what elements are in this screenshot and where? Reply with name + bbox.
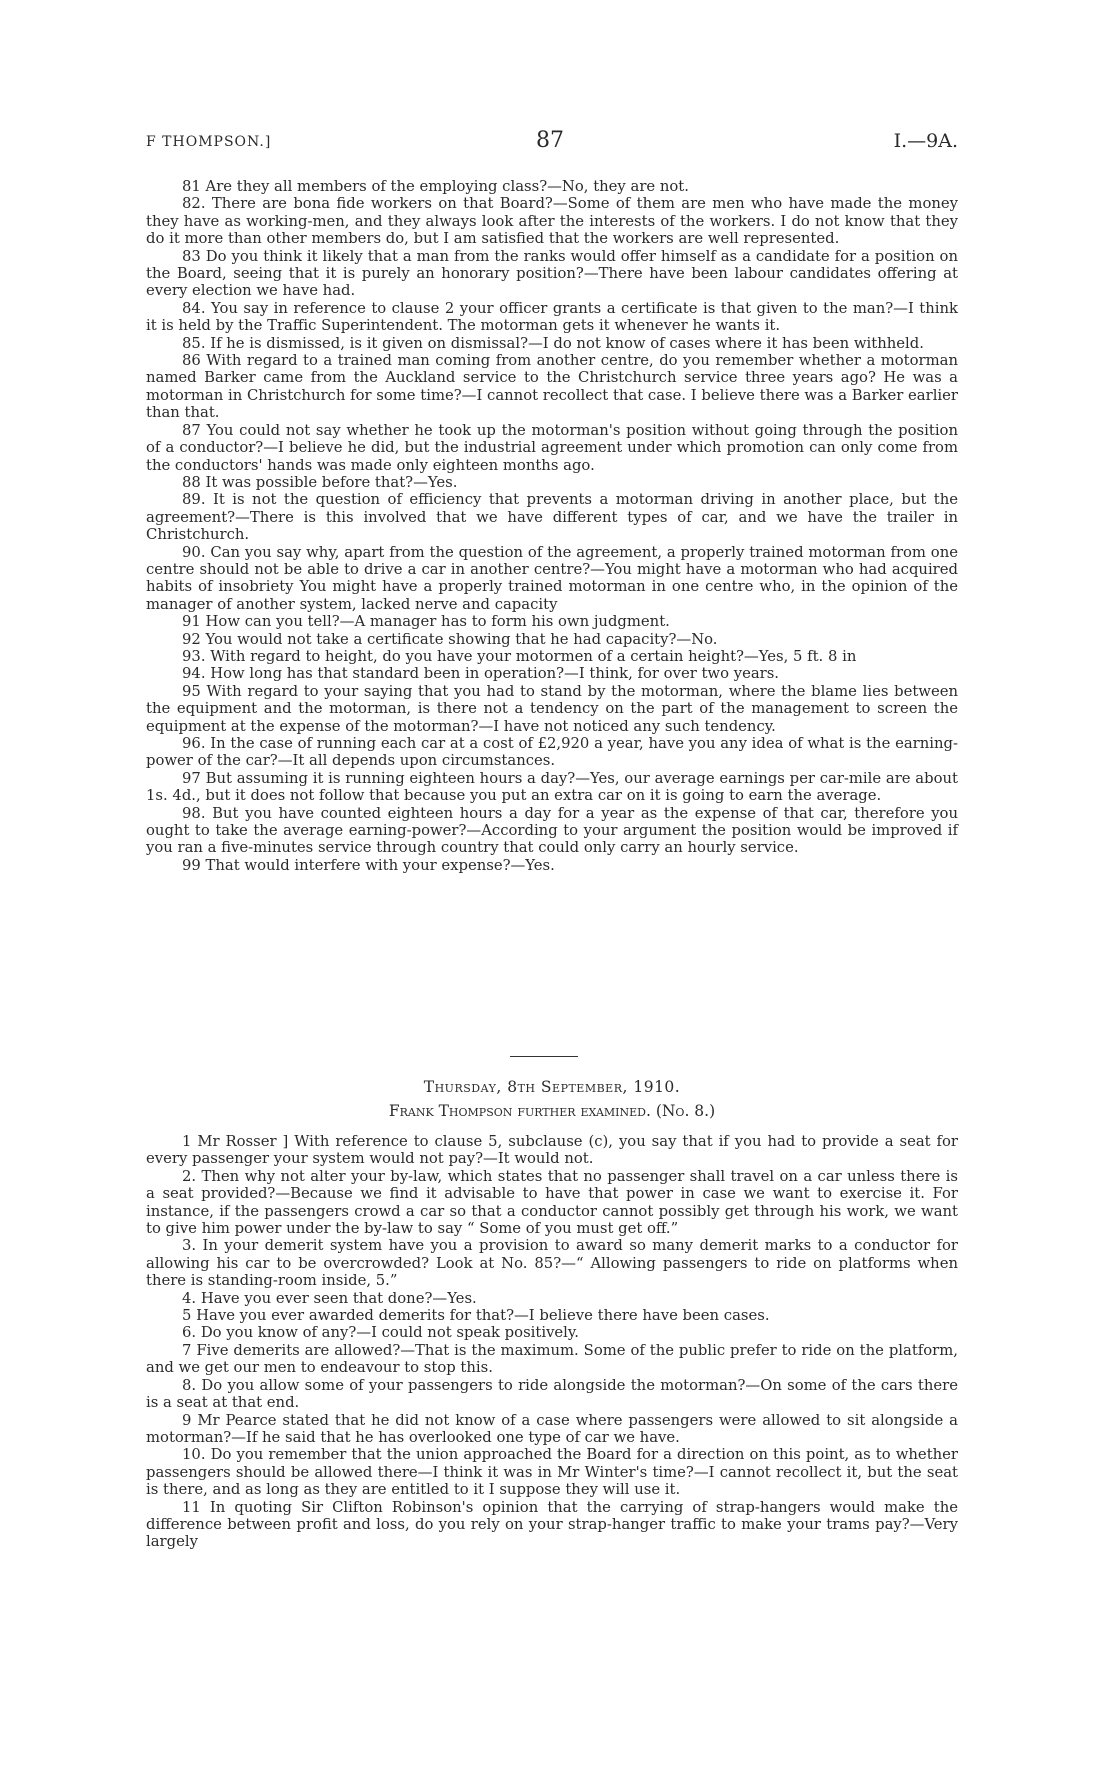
question-5: 5 Have you ever awarded demerits for that?—I believe there have been cases. <box>182 1307 770 1325</box>
evidence-section-2 <box>146 1133 958 1551</box>
question-6: 6. Do you know of any?—I could not speak positively. <box>182 1324 580 1342</box>
question-98: 98. But you have counted eighteen hours a day for a year as the expense of that car, therefore you ought to take the average earning-power?—According to your argument the position would be improved if you ran a five-minutes service through country that could only carry an hourly service. <box>146 804 958 857</box>
question-88: 88 It was possible before that?—Yes. <box>182 473 458 491</box>
question-11: 11 In quoting Sir Clifton Robinson's opinion that the carrying of strap-hangers would make the difference between profit and loss, do you rely on your strap-hanger traffic to make your trams pay?—Very largely <box>146 1498 958 1551</box>
header-witness-name: F THOMPSON.] <box>146 134 272 150</box>
section-divider <box>510 1056 578 1057</box>
question-3: 3. In your demerit system have you a provision to award so many demerit marks to a conductor for allowing his car to be overcrowded? Look at No. 85?—“ Allowing passengers to ride on platforms when there is standing-room inside, 5.” <box>146 1237 958 1290</box>
question-81: 81 Are they all members of the employing class?—No, they are not. <box>182 178 689 195</box>
question-90: 90. Can you say why, apart from the question of the agreement, a properly trained motorman from one centre should not be able to drive a car in another centre?—You might have a motorman who had acquired habits of insobriety You might have a properly trained motorman in one centre who, in the opinion of the manager of another system, lacked nerve and capacity <box>146 543 958 613</box>
question-1: 1 Mr Rosser ] With reference to clause 5, subclause (c), you say that if you had to provide a seat for every passenger your system would not pay?—It would not. <box>146 1133 958 1168</box>
date-heading: Thursday, 8th September, 1910. <box>423 1078 681 1096</box>
question-99: 99 That would interfere with your expense?—Yes. <box>182 856 555 874</box>
question-4: 4. Have you ever seen that done?—Yes. <box>182 1289 477 1307</box>
question-92: 92 You would not take a certificate showing that he had capacity?—No. <box>182 630 718 648</box>
question-85: 85. If he is dismissed, is it given on dismissal?—I do not know of cases where it has been withheld. <box>182 334 924 352</box>
question-83: 83 Do you think it likely that a man from the ranks would offer himself as a candidate for a position on the Board, seeing that it is purely an honorary position?—There have been labour candidates offering at every election we have had. <box>146 247 958 300</box>
question-10: 10. Do you remember that the union approached the Board for a direction on this point, as to whether passengers should be allowed there—I think it was in Mr Winter's time?—I cannot recollect it, but the seat is there, and as long as they are entitled to it I suppose they will use it. <box>146 1446 958 1499</box>
question-9: 9 Mr Pearce stated that he did not know of a case where passengers were allowed to sit alongside a motorman?—If he said that he has overlooked one type of car we have. <box>146 1411 958 1446</box>
page-number: 87 <box>536 128 564 153</box>
question-91: 91 How can you tell?—A manager has to form his own judgment. <box>182 613 670 631</box>
question-82: 82. There are bona fide workers on that Board?—Some of them are men who have made the money they have as working-men, and they always look after the interests of the workers. I do not know that they do it more than other members do, but I am satisfied that the workers are well represented. <box>146 195 958 248</box>
question-94: 94. How long has that standard been in operation?—I think, for over two years. <box>182 665 780 683</box>
question-93: 93. With regard to height, do you have your motormen of a certain height?—Yes, 5 ft. 8 in <box>182 647 857 665</box>
question-97: 97 But assuming it is running eighteen hours a day?—Yes, our average earnings per car-mile are about 1s. 4d., but it does not follow that because you put an extra car on it is going to earn the average. <box>146 769 958 805</box>
question-86: 86 With regard to a trained man coming from another centre, do you remember whether a motorman named Barker came from the Auckland service to the Christchurch service three years ago? He was a motorman in Christchurch for some time?—I cannot recollect that case. I believe there was a Barker earlier than that. <box>146 352 958 422</box>
question-95: 95 With regard to your saying that you had to stand by the motorman, where the blame lies between the equipment and the motorman, is there not a tendency on the part of the management to screen the equipment at the expense of the motorman?—I have not noticed any such tendency. <box>146 682 958 735</box>
witness-heading: Frank Thompson further examined. (No. 8.) <box>388 1102 716 1120</box>
paper-reference: I.—9A. <box>893 130 958 152</box>
evidence-section-1 <box>146 178 958 874</box>
question-89: 89. It is not the question of efficiency that prevents a motorman driving in another place, but the agreement?—There is this involved that we have different types of car, and we have the trailer in Christchurch. <box>146 491 958 544</box>
question-84: 84. You say in reference to clause 2 your officer grants a certificate is that given to the man?—I think it is held by the Traffic Superintendent. The motorman gets it whenever he wants it. <box>146 299 958 335</box>
question-2: 2. Then why not alter your by-law, which states that no passenger shall travel on a car unless there is a seat provided?—Because we find it advisable to have that power in case we want to exercise it. For instance, if the passengers crowd a car so that a conductor cannot possibly get through his work, we want to give him power under the by-law to say “ Some of you must get off.” <box>146 1167 958 1238</box>
question-96: 96. In the case of running each car at a cost of £2,920 a year, have you any idea of what is the earning-power of the car?—It all depends upon circumstances. <box>146 735 958 770</box>
question-8: 8. Do you allow some of your passengers to ride alongside the motorman?—On some of the cars there is a seat at that end. <box>146 1376 958 1412</box>
question-7: 7 Five demerits are allowed?—That is the maximum. Some of the public prefer to ride on the platform, and we get our men to endeavour to stop this. <box>146 1341 958 1377</box>
page-header <box>146 130 958 154</box>
question-87: 87 You could not say whether he took up the motorman's position without going through the position of a conductor?—I believe he did, but the industrial agreement under which promotion can only come from the conductors' hands was made only eighteen months ago. <box>146 421 958 474</box>
